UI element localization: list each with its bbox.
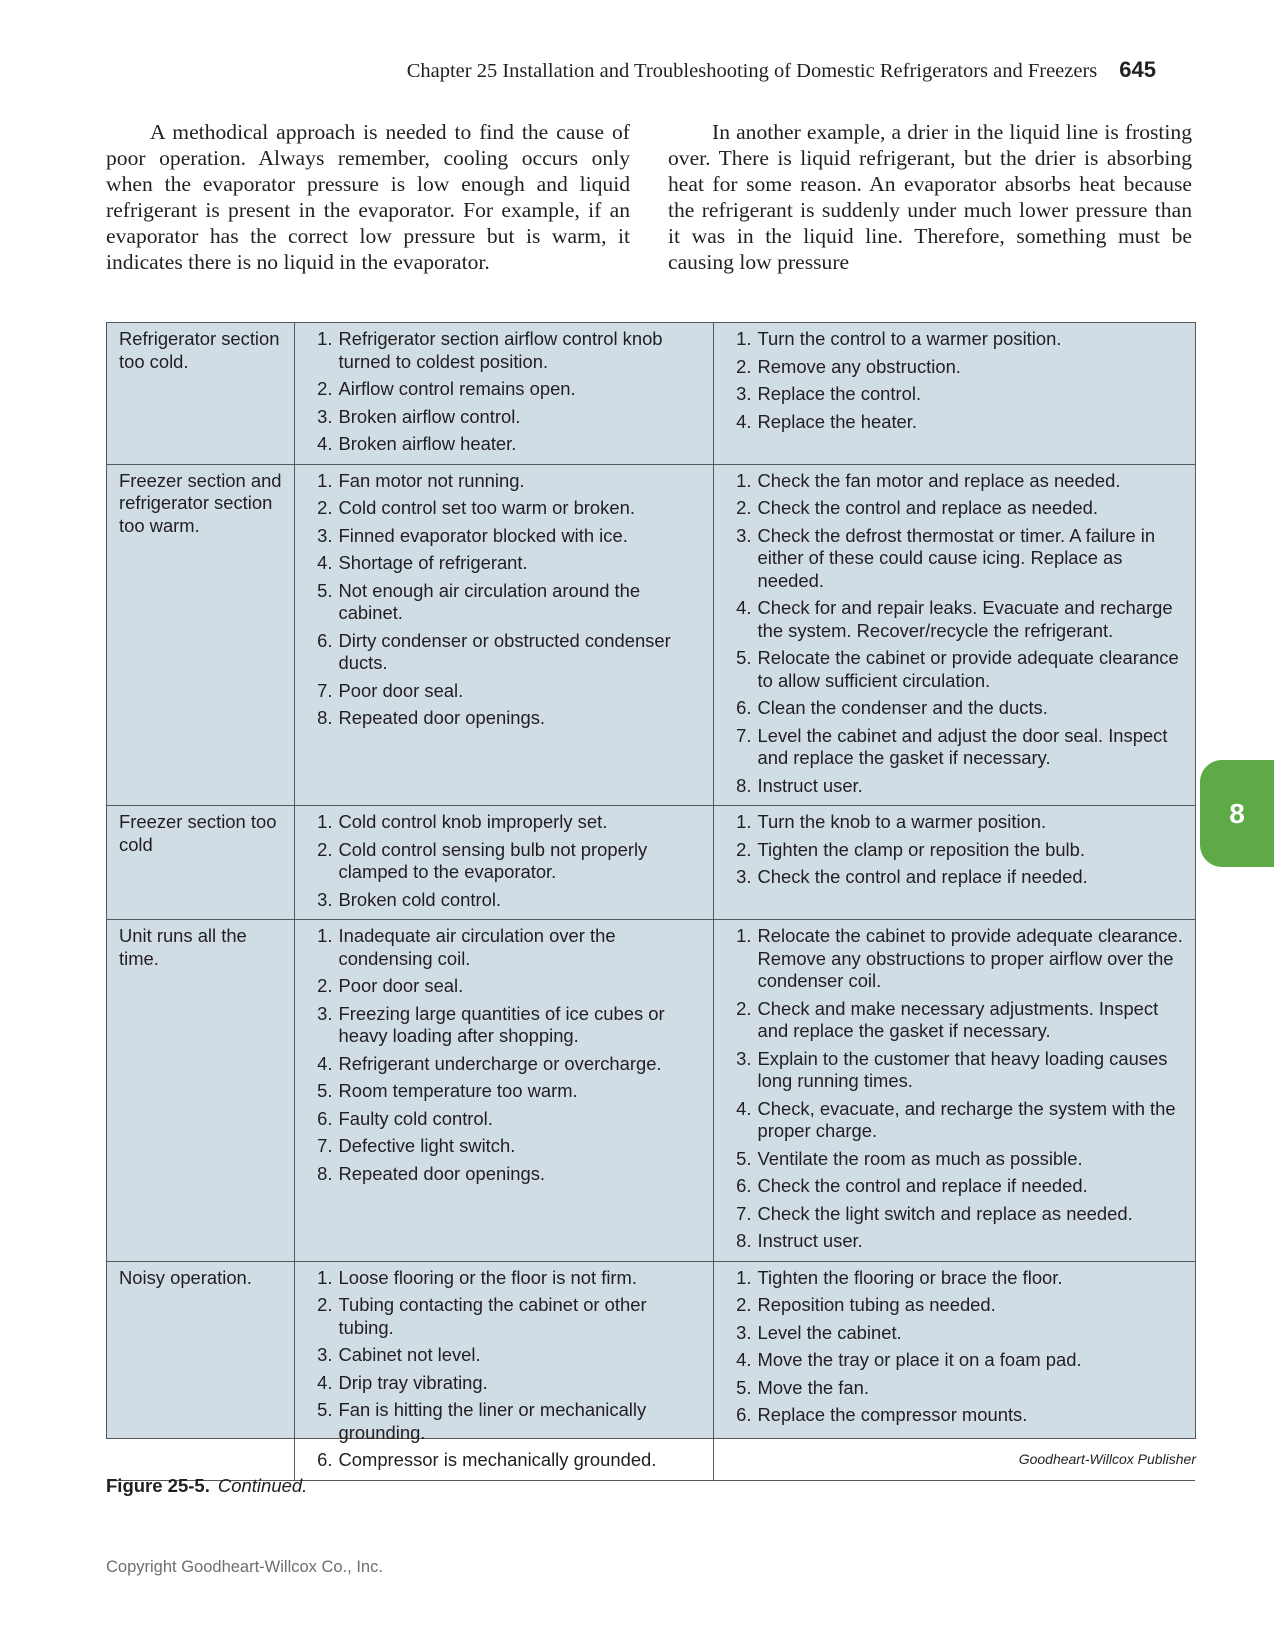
item-text: Broken cold control. <box>338 888 502 910</box>
remedy-item <box>714 647 1184 692</box>
cause-item <box>295 1003 701 1048</box>
cause-item <box>295 1163 701 1186</box>
cause-item <box>295 1053 701 1076</box>
remedies-cell <box>713 806 1195 920</box>
remedy-item <box>714 1267 1184 1290</box>
table-row <box>107 1261 1195 1480</box>
item-number: 3. <box>736 1047 752 1069</box>
cause-item <box>295 889 701 912</box>
cause-item <box>295 925 701 970</box>
item-text: Repeated door openings. <box>338 707 546 728</box>
item-text: Faulty cold control. <box>338 1107 493 1129</box>
figure-caption <box>106 1475 307 1497</box>
item-number: 7. <box>317 679 333 701</box>
item-text: Broken airflow control. <box>338 405 521 427</box>
item-text: Level the cabinet and adjust the door seal. Inspect and replace the gasket if necessary. <box>757 724 1168 768</box>
item-text: Tighten the flooring or brace the floor. <box>757 1266 1063 1288</box>
item-number: 4. <box>317 1371 333 1393</box>
cause-item <box>295 580 701 625</box>
item-text: Clean the condenser and the ducts. <box>757 697 1048 718</box>
table-row <box>107 464 1195 806</box>
running-header <box>106 56 1156 85</box>
item-text: Broken airflow heater. <box>338 433 517 454</box>
page-number: 645 <box>1119 57 1156 82</box>
causes-cell <box>294 464 713 806</box>
symptom-cell: Freezer section and refrigerator section too warm. <box>107 464 294 806</box>
remedy-item <box>714 925 1184 993</box>
remedies-cell <box>713 464 1195 806</box>
item-number: 1. <box>736 925 752 946</box>
item-number: 1. <box>736 811 752 832</box>
item-text: Check the control and replace as needed. <box>757 497 1098 518</box>
item-text: Cold control knob improperly set. <box>338 811 608 832</box>
item-text: Refrigerant undercharge or overcharge. <box>338 1052 662 1074</box>
cause-item <box>295 406 701 429</box>
remedy-item <box>714 1322 1184 1345</box>
cause-item <box>295 1108 701 1131</box>
item-number: 6. <box>317 629 333 651</box>
item-text: Finned evaporator blocked with ice. <box>338 524 628 546</box>
item-text: Instruct user. <box>757 1230 863 1251</box>
item-number: 4. <box>317 1052 333 1074</box>
symptom-cell: Noisy operation. <box>107 1261 294 1480</box>
chapter-title: Chapter 25 Installation and Troubleshooting of Domestic Refrigerators and Freezers <box>406 60 1098 82</box>
cause-item <box>295 1344 701 1367</box>
remedy-item <box>714 597 1184 642</box>
cause-item <box>295 328 701 373</box>
item-number: 5. <box>736 1147 752 1169</box>
item-text: Move the tray or place it on a foam pad. <box>757 1349 1082 1370</box>
section-tab <box>1200 760 1274 867</box>
item-number: 8. <box>736 774 752 796</box>
item-text: Check and make necessary adjustments. Inspect and replace the gasket if necessary. <box>757 997 1159 1041</box>
remedy-item <box>714 356 1184 379</box>
remedy-item <box>714 1404 1184 1427</box>
remedy-item <box>714 1349 1184 1372</box>
item-text: Check the fan motor and replace as needed. <box>757 469 1121 491</box>
item-number: 3. <box>736 1321 752 1343</box>
item-text: Drip tray vibrating. <box>338 1371 488 1393</box>
cause-item <box>295 378 701 401</box>
item-number: 8. <box>736 1230 752 1251</box>
item-number: 6. <box>736 1404 752 1425</box>
item-number: 4. <box>317 552 333 573</box>
item-text: Compressor is mechanically grounded. <box>338 1449 657 1470</box>
cause-item <box>295 811 701 834</box>
remedy-item <box>714 839 1184 862</box>
item-number: 2. <box>317 378 333 399</box>
remedy-item <box>714 1048 1184 1093</box>
remedy-item <box>714 1098 1184 1143</box>
cause-item <box>295 497 701 520</box>
remedy-item <box>714 998 1184 1043</box>
item-number: 2. <box>317 838 333 860</box>
item-text: Airflow control remains open. <box>338 378 576 399</box>
item-number: 1. <box>736 1266 752 1288</box>
remedy-item <box>714 725 1184 770</box>
cause-item <box>295 839 701 884</box>
item-text: Turn the control to a warmer position. <box>757 328 1062 349</box>
item-number: 1. <box>317 811 333 832</box>
item-number: 2. <box>736 997 752 1019</box>
item-number: 5. <box>317 579 333 601</box>
cause-item <box>295 707 701 730</box>
item-text: Repeated door openings. <box>338 1162 546 1184</box>
remedy-item <box>714 1175 1184 1198</box>
item-text: Ventilate the room as much as possible. <box>757 1147 1083 1169</box>
cause-item <box>295 1135 701 1158</box>
item-number: 7. <box>736 1202 752 1224</box>
item-number: 3. <box>317 405 333 427</box>
symptom-cell: Refrigerator section too cold. <box>107 323 294 464</box>
item-text: Relocate the cabinet or provide adequate clearance to allow sufficient circulation. <box>757 647 1179 691</box>
remedy-item <box>714 866 1184 889</box>
item-number: 2. <box>736 497 752 518</box>
item-text: Defective light switch. <box>338 1135 516 1156</box>
cause-item <box>295 470 701 493</box>
item-text: Poor door seal. <box>338 975 464 996</box>
remedy-item <box>714 1203 1184 1226</box>
cause-item <box>295 433 701 456</box>
symptom-cell: Unit runs all the time. <box>107 920 294 1262</box>
item-text: Replace the control. <box>757 383 922 404</box>
item-text: Tubing contacting the cabinet or other tubing. <box>338 1294 647 1338</box>
item-text: Loose flooring or the floor is not firm. <box>338 1266 637 1288</box>
cause-item <box>295 525 701 548</box>
causes-cell <box>294 323 713 464</box>
remedy-item <box>714 1377 1184 1400</box>
item-text: Relocate the cabinet to provide adequate clearance. Remove any obstructions to proper airflow over the condenser coil. <box>757 925 1183 991</box>
item-number: 3. <box>317 888 333 910</box>
remedy-item <box>714 383 1184 406</box>
cause-item <box>295 1294 701 1339</box>
item-number: 5. <box>736 1376 752 1398</box>
figure-caption-text: Continued. <box>217 1475 308 1496</box>
item-number: 5. <box>317 1399 333 1420</box>
cause-item <box>295 552 701 575</box>
remedy-item <box>714 1148 1184 1171</box>
cause-item <box>295 975 701 998</box>
remedy-item <box>714 525 1184 593</box>
remedies-cell <box>713 1261 1195 1480</box>
troubleshooting-table-grid <box>107 323 1195 1481</box>
body-column-right <box>668 119 1192 277</box>
cause-item <box>295 1080 701 1103</box>
item-text: Check the light switch and replace as needed. <box>757 1202 1133 1224</box>
item-number: 4. <box>736 1349 752 1370</box>
item-text: Fan is hitting the liner or mechanically grounding. <box>338 1399 647 1443</box>
item-text: Replace the heater. <box>757 410 917 432</box>
item-text: Cabinet not level. <box>338 1344 481 1365</box>
item-number: 3. <box>736 524 752 546</box>
item-text: Instruct user. <box>757 774 863 796</box>
remedy-item <box>714 497 1184 520</box>
item-text: Check, evacuate, and recharge the system with the proper charge. <box>757 1097 1176 1141</box>
item-text: Turn the knob to a warmer position. <box>757 811 1047 832</box>
item-text: Remove any obstruction. <box>757 355 961 377</box>
body-column-left <box>106 119 630 275</box>
item-text: Replace the compressor mounts. <box>757 1404 1028 1425</box>
item-number: 5. <box>317 1080 333 1101</box>
item-text: Cold control sensing bulb not properly clamped to the evaporator. <box>338 838 648 882</box>
remedy-item <box>714 697 1184 720</box>
item-number: 2. <box>317 1294 333 1315</box>
cause-item <box>295 1372 701 1395</box>
item-number: 3. <box>736 866 752 887</box>
item-number: 2. <box>736 838 752 860</box>
figure-label: Figure 25-5. <box>106 1475 210 1496</box>
item-number: 3. <box>317 1344 333 1365</box>
remedy-item <box>714 1294 1184 1317</box>
item-number: 6. <box>317 1107 333 1129</box>
remedy-item <box>714 328 1184 351</box>
item-text: Not enough air circulation around the cabinet. <box>338 579 641 623</box>
cause-item <box>295 1399 701 1444</box>
remedy-item <box>714 1230 1184 1253</box>
copyright-notice: Copyright Goodheart-Willcox Co., Inc. <box>106 1558 383 1576</box>
item-number: 6. <box>317 1449 333 1470</box>
item-text: Check the control and replace if needed. <box>757 1175 1088 1196</box>
item-number: 8. <box>317 707 333 728</box>
item-number: 4. <box>736 410 752 432</box>
cause-item <box>295 630 701 675</box>
item-number: 6. <box>736 1175 752 1196</box>
item-number: 2. <box>736 1294 752 1315</box>
table-row <box>107 323 1195 464</box>
item-text: Refrigerator section airflow control knob turned to coldest position. <box>338 328 663 372</box>
item-number: 5. <box>736 647 752 668</box>
item-text: Check for and repair leaks. Evacuate and recharge the system. Recover/recycle the refrigerant. <box>757 597 1173 641</box>
item-text: Dirty condenser or obstructed condenser ducts. <box>338 629 671 673</box>
item-text: Fan motor not running. <box>338 469 525 491</box>
table-row <box>107 806 1195 920</box>
item-text: Move the fan. <box>757 1376 869 1398</box>
causes-cell <box>294 1261 713 1480</box>
cause-item <box>295 1449 701 1472</box>
item-text: Reposition tubing as needed. <box>757 1294 996 1315</box>
causes-cell <box>294 806 713 920</box>
remedy-item <box>714 811 1184 834</box>
item-number: 1. <box>317 469 333 491</box>
remedies-cell <box>713 323 1195 464</box>
item-number: 2. <box>317 975 333 996</box>
item-text: Room temperature too warm. <box>338 1080 578 1101</box>
item-number: 8. <box>317 1162 333 1184</box>
item-text: Shortage of refrigerant. <box>338 552 528 573</box>
item-text: Check the defrost thermostat or timer. A failure in either of these could cause icing. Replace as needed. <box>757 524 1156 591</box>
item-text: Level the cabinet. <box>757 1321 902 1343</box>
body-paragraph: In another example, a drier in the liquid line is frosting over. There is liquid refrigerant, but the drier is absorbing heat for some reason. An evaporator absorbs heat because the refrigerant is suddenly under much lower pressure than it was in the liquid line. Therefore, something must be causing low pressure <box>668 120 1192 274</box>
item-number: 3. <box>736 383 752 404</box>
item-text: Inadequate air circulation over the condensing coil. <box>338 925 616 969</box>
item-number: 4. <box>317 433 333 454</box>
item-number: 1. <box>736 469 752 491</box>
item-number: 1. <box>736 328 752 349</box>
item-text: Cold control set too warm or broken. <box>338 497 635 518</box>
item-number: 7. <box>736 724 752 746</box>
item-number: 7. <box>317 1135 333 1156</box>
item-text: Check the control and replace if needed. <box>757 866 1088 887</box>
item-number: 1. <box>317 328 333 349</box>
item-text: Poor door seal. <box>338 679 464 701</box>
remedy-item <box>714 411 1184 434</box>
table-row <box>107 920 1195 1262</box>
item-text: Freezing large quantities of ice cubes or heavy loading after shopping. <box>338 1002 665 1046</box>
remedy-item <box>714 470 1184 493</box>
item-number: 1. <box>317 1266 333 1288</box>
remedy-item <box>714 775 1184 798</box>
item-number: 2. <box>317 497 333 518</box>
item-number: 4. <box>736 1097 752 1119</box>
remedies-cell <box>713 920 1195 1262</box>
item-number: 4. <box>736 597 752 618</box>
item-text: Tighten the clamp or reposition the bulb. <box>757 838 1085 860</box>
item-number: 3. <box>317 524 333 546</box>
item-number: 3. <box>317 1002 333 1024</box>
body-paragraph: A methodical approach is needed to find the cause of poor operation. Always remember, cooling occurs only when the evaporator pressure is low enough and liquid refrigerant is present in the evaporator. For example, if an evaporator has the correct low pressure but is warm, it indicates there is no liquid in the evaporator. <box>106 120 630 274</box>
item-number: 2. <box>736 355 752 377</box>
section-tab-number: 8 <box>1229 797 1245 829</box>
cause-item <box>295 680 701 703</box>
cause-item <box>295 1267 701 1290</box>
publisher-credit: Goodheart-Willcox Publisher <box>1018 1451 1196 1467</box>
item-text: Explain to the customer that heavy loading causes long running times. <box>757 1047 1168 1091</box>
item-number: 6. <box>736 697 752 718</box>
causes-cell <box>294 920 713 1262</box>
symptom-cell: Freezer section too cold <box>107 806 294 920</box>
item-number: 1. <box>317 925 333 946</box>
